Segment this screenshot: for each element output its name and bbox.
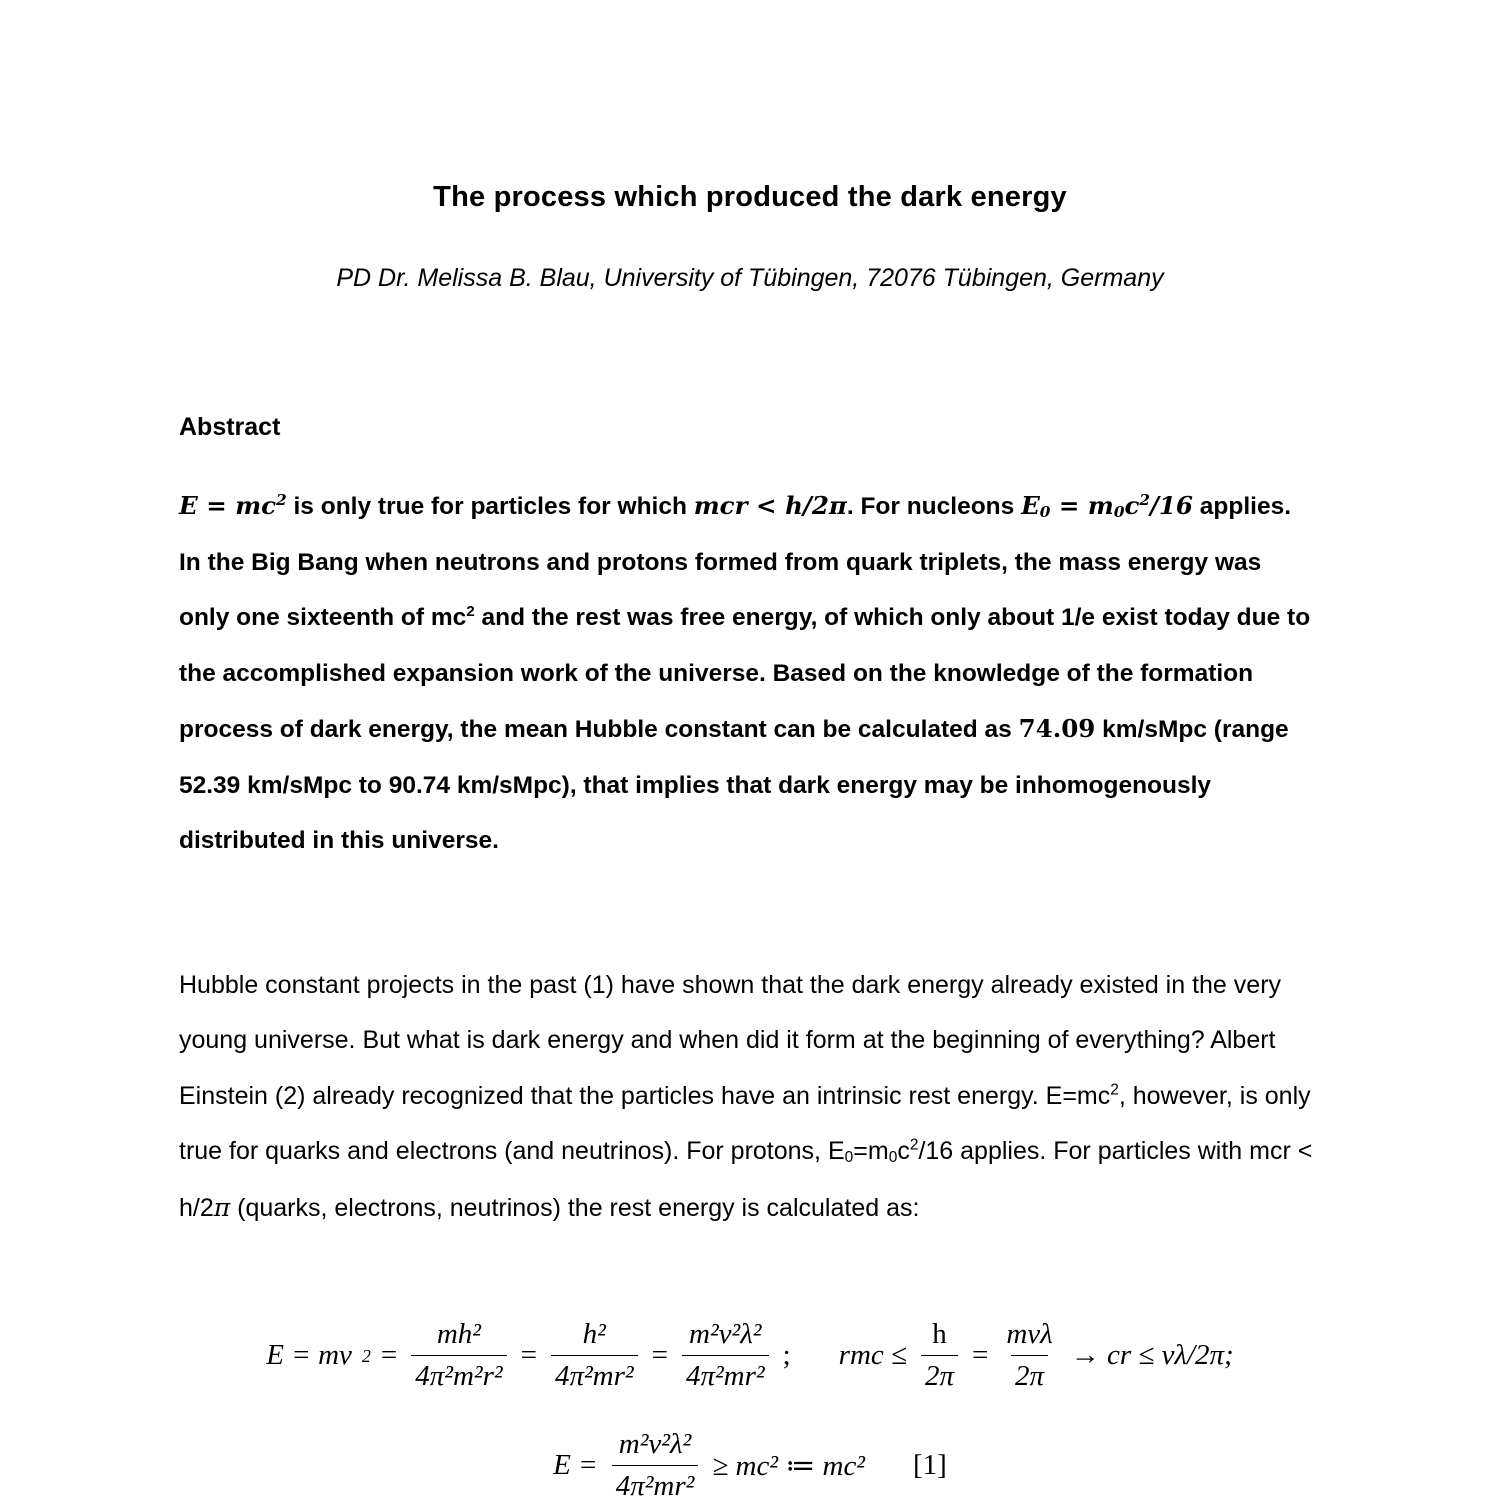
body-seg-1: Hubble constant projects in the past (1) have shown that the dark energy already existed in the very young universe. But what is dark energy and when did it form at the beginning of everything? Albert Einstein (2) already recognized that the particles have an intrinsic rest energy. E=mc bbox=[179, 971, 1282, 1110]
eq1-fraction-4 bbox=[921, 1318, 958, 1393]
equation-1: E = mv 2 = $\frac{\text{mh²}}{\text{4π²m²r²}}$ = $\frac{\text{h²}}{\text{4π²mr²}}$ = $\frac{\text{m²v²λ²}}{\text{4π²mr²}}$ ; rmc ≤ $\frac{h}{2\pi}$ = $\frac{\text{mvλ}}{2\pi}$ → cr ≤ vλ/2π; bbox=[266, 1318, 1234, 1392]
equation-2 bbox=[0, 1428, 1500, 1503]
abstract-exp-3: 2 bbox=[466, 602, 475, 620]
eq1-fraction-2 bbox=[551, 1318, 638, 1393]
abstract-text bbox=[179, 478, 1314, 869]
eq1-f1-den: 4π²m²r² bbox=[411, 1355, 506, 1393]
body-seg-6: (quarks, electrons, neutrinos) the rest energy is calculated as: bbox=[230, 1193, 920, 1222]
abstract-exp-1: 2 bbox=[276, 490, 287, 509]
body-pi: π bbox=[213, 1192, 231, 1222]
abstract-hubble-value: 74.09 bbox=[1018, 714, 1096, 743]
body-paragraph bbox=[179, 958, 1314, 1236]
body-exp-2: 2 bbox=[909, 1136, 919, 1154]
abstract-heading: Abstract bbox=[179, 413, 281, 441]
abstract-seg-5: km/sMpc (range 52.39 km/sMpc to 90.74 km/sMpc), that implies that dark energy may be inhomogenously distributed in this universe. bbox=[179, 716, 1289, 854]
abstract-formula-div16: /16 bbox=[1149, 491, 1193, 520]
abstract-seg-4: and the rest was free energy, of which only about 1/e exist today due to the accomplished expansion work of the universe. Based on the knowledge of the formation process of dark energy, the mean Hubble constant can be calculated as bbox=[179, 604, 1311, 743]
eq1-tail: → cr ≤ vλ/2π; bbox=[1070, 1339, 1234, 1371]
eq1-equals-1: = bbox=[380, 1339, 398, 1371]
abstract-formula-condition: mcr < h/2π bbox=[693, 491, 847, 520]
eq2-f-num: m²v²λ² bbox=[618, 1428, 692, 1460]
eq1-f2-num: h² bbox=[582, 1318, 606, 1350]
abstract-seg-3: applies. In the Big Bang when neutrons and protons formed from quark triplets, the mass energy was only one sixteenth of mc bbox=[179, 493, 1292, 631]
body-seg-2: , however, is only true for quarks and electrons (and neutrinos). For protons, E bbox=[179, 1081, 1311, 1166]
body-seg-3: =m bbox=[853, 1137, 889, 1166]
eq1-fraction-3 bbox=[682, 1318, 769, 1393]
abstract-formula-c: c bbox=[1124, 491, 1140, 520]
eq2-label: [1] bbox=[913, 1449, 947, 1481]
eq1-condition-lhs: rmc ≤ bbox=[838, 1339, 907, 1371]
abstract-seg-2: . For nucleons bbox=[846, 493, 1022, 520]
eq1-equals-3: = bbox=[651, 1339, 668, 1371]
eq2-rhs: ≥ mc² ≔ mc² bbox=[712, 1450, 866, 1482]
eq1-f1-num: mh² bbox=[436, 1318, 481, 1350]
eq1-f4-num: h bbox=[932, 1318, 947, 1350]
body-sub-1: 0 bbox=[844, 1149, 854, 1167]
eq1-f5-num: mvλ bbox=[1006, 1318, 1053, 1350]
abstract-formula-m0: = m bbox=[1050, 491, 1114, 520]
eq1-fraction-5 bbox=[1002, 1318, 1056, 1393]
abstract-sub-e0: 0 bbox=[1039, 503, 1051, 522]
body-exp-1: 2 bbox=[1110, 1081, 1119, 1099]
eq1-f2-den: 4π²mr² bbox=[551, 1355, 638, 1393]
eq1-equals-2: = bbox=[520, 1339, 537, 1371]
paper-title: The process which produced the dark energy bbox=[433, 181, 1067, 213]
eq1-f3-den: 4π²mr² bbox=[682, 1355, 769, 1393]
eq1-lhs: E = mv bbox=[266, 1339, 352, 1371]
eq1-fraction-1 bbox=[411, 1318, 506, 1393]
eq1-f4-den: 2π bbox=[921, 1355, 958, 1393]
abstract-sub-m0: 0 bbox=[1113, 503, 1125, 522]
eq1-f3-num: m²v²λ² bbox=[689, 1318, 762, 1350]
abstract-formula-emc2: E = mc bbox=[179, 491, 277, 520]
eq1-separator: ; bbox=[782, 1339, 791, 1371]
author-affiliation: PD Dr. Melissa B. Blau, University of Tübingen, 72076 Tübingen, Germany bbox=[336, 264, 1164, 292]
abstract-seg-1: is only true for particles for which bbox=[286, 493, 694, 520]
body-seg-4: c bbox=[897, 1137, 910, 1166]
abstract-formula-e0: E bbox=[1021, 491, 1040, 520]
eq1-f5-den: 2π bbox=[1011, 1355, 1048, 1393]
body-seg-5: /16 applies. For particles with mcr < h/2 bbox=[179, 1137, 1313, 1222]
eq2-fraction bbox=[612, 1428, 699, 1503]
eq1-equals-4: = bbox=[971, 1339, 989, 1371]
eq2-f-den: 4π²mr² bbox=[612, 1465, 699, 1503]
body-sub-2: 0 bbox=[888, 1149, 898, 1167]
eq2-lhs: E = bbox=[553, 1449, 598, 1481]
abstract-exp-2: 2 bbox=[1139, 490, 1150, 509]
